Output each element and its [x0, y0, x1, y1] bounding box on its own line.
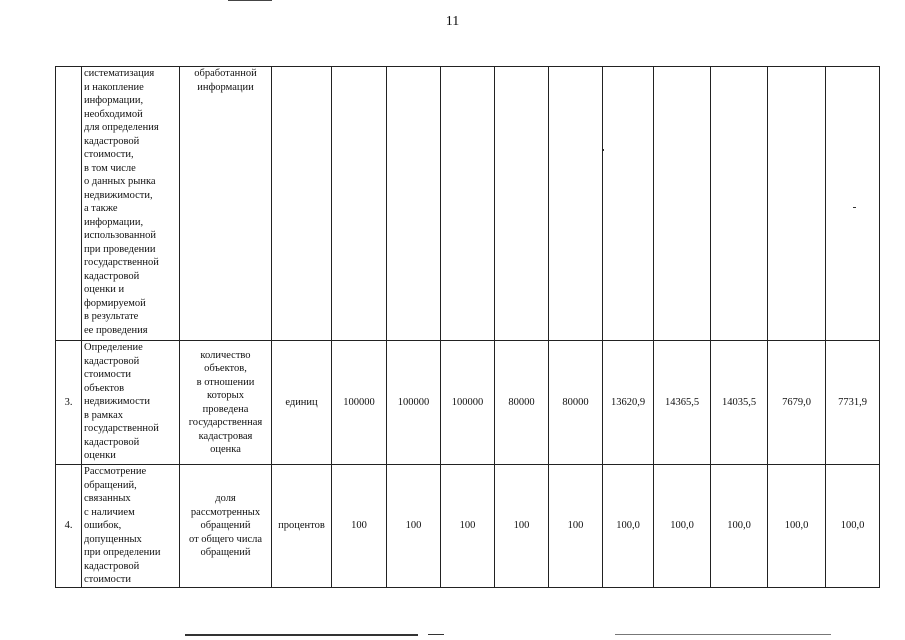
row-index-cell [56, 67, 82, 341]
row-description-cell: Определение кадастровой стоимости объектов недвижимости в рамках государственной кадастровой оценки [82, 341, 180, 465]
value-cell [768, 67, 826, 341]
value-cell: 100,0 [768, 465, 826, 588]
value-cell [332, 67, 387, 341]
row-indicator-cell: доля рассмотренных обращений от общего числа обращений [180, 465, 272, 588]
value-cell: 100 [332, 465, 387, 588]
table-row-4 [56, 465, 880, 588]
value-cell: 80000 [549, 341, 603, 465]
footer-signature-line [428, 634, 444, 635]
value-cell: 100,0 [603, 465, 654, 588]
value-cell [654, 67, 711, 341]
page-number: 11 [445, 14, 460, 29]
data-table [55, 66, 880, 588]
row-unit-cell [272, 67, 332, 341]
value-cell: 100 [387, 465, 441, 588]
value-cell [495, 67, 549, 341]
value-cell: 100 [549, 465, 603, 588]
value-cell: 7679,0 [768, 341, 826, 465]
value-cell: 100000 [441, 341, 495, 465]
footer-signature-line [615, 634, 831, 635]
value-cell [826, 67, 880, 341]
scan-speck [603, 149, 604, 151]
value-cell [549, 67, 603, 341]
table-row-continuation [56, 67, 880, 341]
value-cell: 7731,9 [826, 341, 880, 465]
value-cell: 100,0 [826, 465, 880, 588]
value-cell: 100,0 [654, 465, 711, 588]
scan-mark-top [228, 0, 272, 1]
row-indicator-cell: количество объектов, в отношении которых проведена государственная кадастровая оценка [180, 341, 272, 465]
value-cell: 100 [495, 465, 549, 588]
table-row-3 [56, 341, 880, 465]
row-unit-cell: единиц [272, 341, 332, 465]
value-cell [387, 67, 441, 341]
value-cell: 100 [441, 465, 495, 588]
row-indicator-cell: обработанной информации [180, 67, 272, 341]
row-description-cell: Рассмотрение обращений, связанных с наличием ошибок, допущенных при определении кадастровой стоимости [82, 465, 180, 588]
value-cell: 14365,5 [654, 341, 711, 465]
row-index-cell: 4. [56, 465, 82, 588]
footer-signature-line [185, 634, 418, 636]
value-cell [441, 67, 495, 341]
value-cell: 100000 [387, 341, 441, 465]
scan-speck [853, 207, 856, 208]
row-unit-cell: процентов [272, 465, 332, 588]
value-cell: 14035,5 [711, 341, 768, 465]
value-cell [711, 67, 768, 341]
value-cell: 100000 [332, 341, 387, 465]
value-cell: 100,0 [711, 465, 768, 588]
value-cell [603, 67, 654, 341]
row-index-cell: 3. [56, 341, 82, 465]
value-cell: 13620,9 [603, 341, 654, 465]
row-description-cell: систематизация и накопление информации, необходимой для определения кадастровой стоимости, в том числе о данных рынка недвижимости, а также информации, использованной при проведении государственной кадастровой оценки и формируемой в результате ее проведения [82, 67, 180, 341]
value-cell: 80000 [495, 341, 549, 465]
